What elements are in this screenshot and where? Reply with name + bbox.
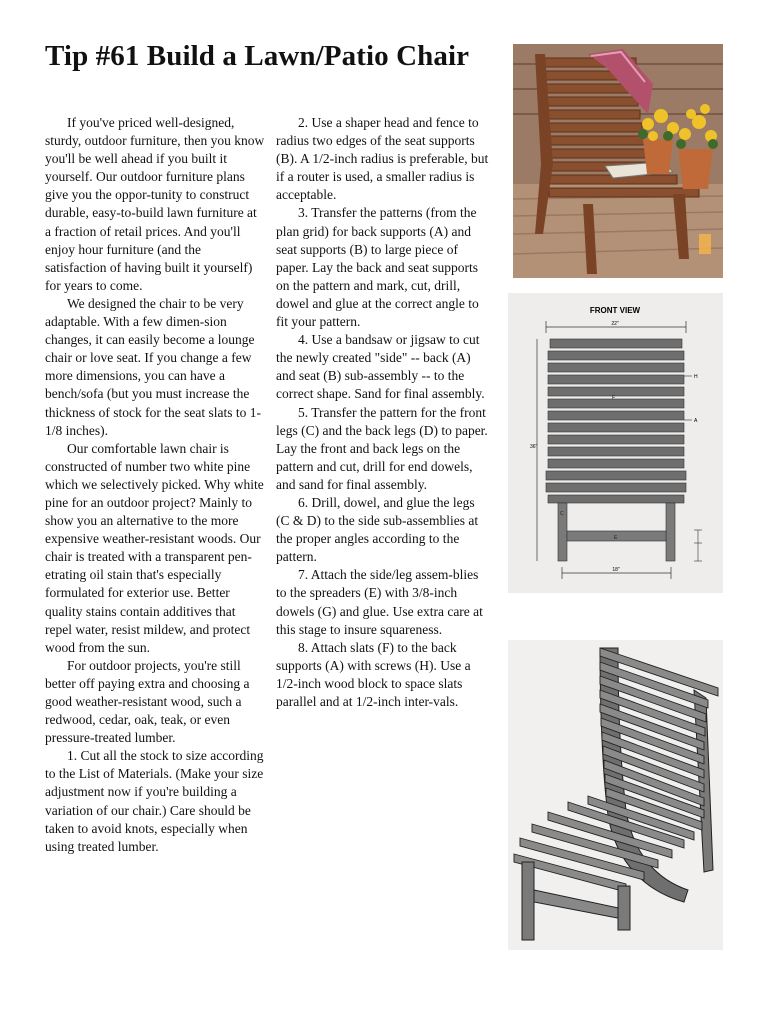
label-h: H — [694, 374, 698, 380]
paragraph: If you've priced well-designed, sturdy, outdoor furniture, then you know you'll be well ahead if you built it yourself. Our outdoor furniture plans give you the oppor-tunity to construct durable, easy-to-build lawn furniture at a fraction of retail prices. And you'll enjoy hour furniture (and the satisfaction of having built it yourself) for years to come. — [45, 115, 265, 293]
chair-photo — [513, 44, 723, 278]
label-c: C — [560, 511, 564, 517]
height-label: 36" — [530, 444, 538, 450]
paragraph: 2. Use a shaper head and fence to radius two edges of the seat supports (B). A 1/2-inch radius is preferable, but if a router is used, a smaller radius is acceptable. — [276, 115, 489, 203]
paragraph: 8. Attach slats (F) to the back supports (A) with screws (H). Use a 1/2-inch wood block to space slats parallel and at 1/2-inch inter-vals. — [276, 639, 471, 709]
paragraph: 1. Cut all the stock to size according to the List of Materials. (Make your size adjustment now if you're building a variation of our chair.) Care should be taken to avoid knots, especially when using treated lumber. — [45, 748, 264, 854]
paragraph: For outdoor projects, you're still better off paying extra and choosing a good weather-resistant wood, such a redwood, cedar, oak, teak, or even pressure-treated lumber. — [45, 657, 250, 746]
label-a: A — [694, 418, 698, 424]
paragraph: Our comfortable lawn chair is constructed of number two white pine which we selectively picked. Why white pine for an outdoor project? Mainly to show you an alternative to the more expensive weather-resistant woods. Our chair is treated with a transparent pen-etrating oil stain that's especially formulated for exterior use. Better quality stains contain additives that repel water, resist mildew, and protect wood from the sun. — [45, 440, 264, 655]
paragraph: We designed the chair to be very adaptable. With a few dimen-sion changes, it can easily become a lounge chair or love seat. If you change a few more dimensions, you can have a bench/sofa (but you must increase the thickness of stock for the seat slats to 1-1/8 inches). — [45, 295, 261, 438]
paragraph: 6. Drill, dowel, and glue the legs (C & D) to the side sub-assemblies at the proper angles according to the pattern. — [276, 494, 479, 565]
front-view-diagram — [508, 293, 723, 593]
paragraph: 4. Use a bandsaw or jigsaw to cut the newly created "side" -- back (A) and seat (B) sub-assembly -- to the correct shape. Sand for final assembly. — [276, 332, 485, 402]
label-e: E — [614, 535, 618, 541]
chair-perspective-drawing — [508, 640, 723, 950]
text-column-left — [45, 114, 265, 856]
paragraph: 5. Transfer the pattern for the front legs (C) and the back legs (D) to paper. Lay the front and back legs on the pattern and cut, drill for end dowels, and sand for final assembly. — [276, 404, 488, 492]
paragraph: 3. Transfer the patterns (from the plan grid) for back supports (A) and seat supports (B) to large piece of paper. Lay the back and seat supports on the pattern and mark, cut, drill, dowel and glue at the correct angle to fit your pattern. — [276, 205, 479, 330]
diagram-title: FRONT VIEW — [589, 306, 641, 315]
width-label: 22" — [611, 321, 619, 327]
paragraph: 7. Attach the side/leg assem-blies to the spreaders (E) with 3/8-inch dowels (G) and glue. Use extra care at this stage to insure squareness. — [276, 567, 483, 637]
bottom-width-label: 18" — [612, 567, 620, 573]
page-title: Tip #61 Build a Lawn/Patio Chair — [45, 40, 470, 72]
text-column-right — [276, 114, 491, 711]
label-f: F — [612, 395, 616, 401]
